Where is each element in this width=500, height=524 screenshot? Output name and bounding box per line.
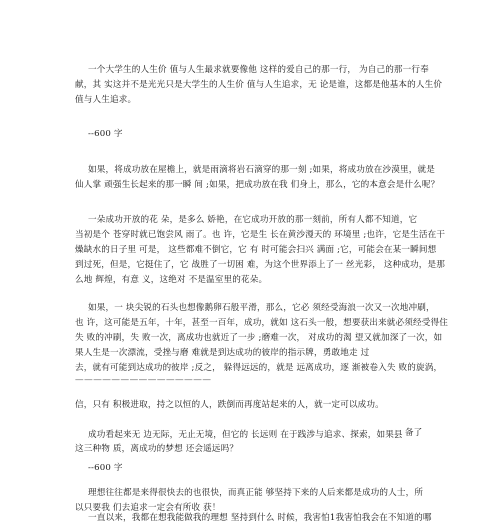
paragraph-line-partial: 一直以来，我都在想我能做我的理想 坚持到什么 时候，我害怕1我害怕我会在不知道的哪 [88,513,432,523]
paragraph-line: 失 败的冲刷，失 败一次，离成功也就近了一步 ;磨难一次， 对成功的渴 望又就加深了一次，如 [75,333,443,343]
paragraph-line: 献，其 实这并不是光光只是大学生的人生价 值与人生追求，无 论是谁，这都是他基本的人生价 [75,80,443,90]
paragraph-line: 一朵成功开放的花 朵，是多么 娇艳，在它成功开放的那一刻前，所有人都不知道，它 [88,215,418,225]
paragraph-line: 这三种物 质，离成功的梦想 还会遥远吗？ [75,444,239,454]
paragraph-line: 值与人生追求。 [75,95,137,105]
paragraph-line: 去，就有可能到达成功的彼岸 ;反之， 躲得远远的，就是 远离成功，逐 渐被卷入失 败的旋涡， [75,363,443,373]
paragraph-line: 成功看起来无 边无际，无止无境，但它的 长远则 在于践涉与追求、探索，如果县 [88,430,403,440]
paragraph-line: 仙人掌 顽强生长起来的那一瞬 间 ;如果，把成功放在我 们身上，那么，它的本意会是什么呢？ [75,180,440,190]
paragraph-line: 燥缺水的日子里 可是， 这些都难不倒它，它 有 时可能会扫兴 满面 ;它，可能会在某一瞬间想 [75,245,437,255]
paragraph-line: 果人生是一次漂流，受挫与磨 难就是到达成功的彼岸的指示牌，勇敢地走 过 [75,348,370,358]
paragraph-line: 如果，将成功放在屋檐上，就是雨滴将岩石滴穿的那一刻 ;如果，将成功放在沙漠里，就是 [88,165,435,175]
word-count: --600 字 [88,129,123,139]
paragraph-line: 信，只有 积极进取，持之以恒的人，跌倒而再度站起来的人，就一定可以成功。 [75,400,384,410]
paragraph-line: 以只要我 们去追求一定会有所收 获！ [75,503,221,513]
paragraph-line: 到过死，但是，它挺住了，它 战胜了一切困 难，为这个世界添上了一 丝光彩， 这种成功，是那 [75,260,446,270]
paragraph-line: 如果，一 块尖锐的石头也想像鹅卵石般平滑，那么，它必 须经受海浪一次又一次地冲刷， [88,303,435,313]
paragraph-line: 当初是个 苍穿时就已饱尝风 雨了。也 许，它是生 长在黄沙漫天的 环境里 ;也许，它是生活在干 [75,230,446,240]
paragraph-line: 一个大学生的人生价 值与人生最求就要像他 这样的爱自己的那一行， 为自己的那一行奉 [88,65,429,75]
word-count: --600 字 [88,463,123,473]
side-note: 备了 [405,428,423,438]
paragraph-line: 也 许，这可能是五年，十年，甚至一百年，成功，就如 这石头一般，想要获出来就必须经受得住 [75,318,449,328]
paragraph-line: 么地 辉煌，有意 义，这绝对 不是温室里的花朵。 [75,275,268,285]
divider-line: ——————————————— [75,375,212,385]
paragraph-line: 理想往往都是来得很快去的也很快，而真正能 够坚持下来的人后来都是成功的人士，所 [88,488,424,498]
